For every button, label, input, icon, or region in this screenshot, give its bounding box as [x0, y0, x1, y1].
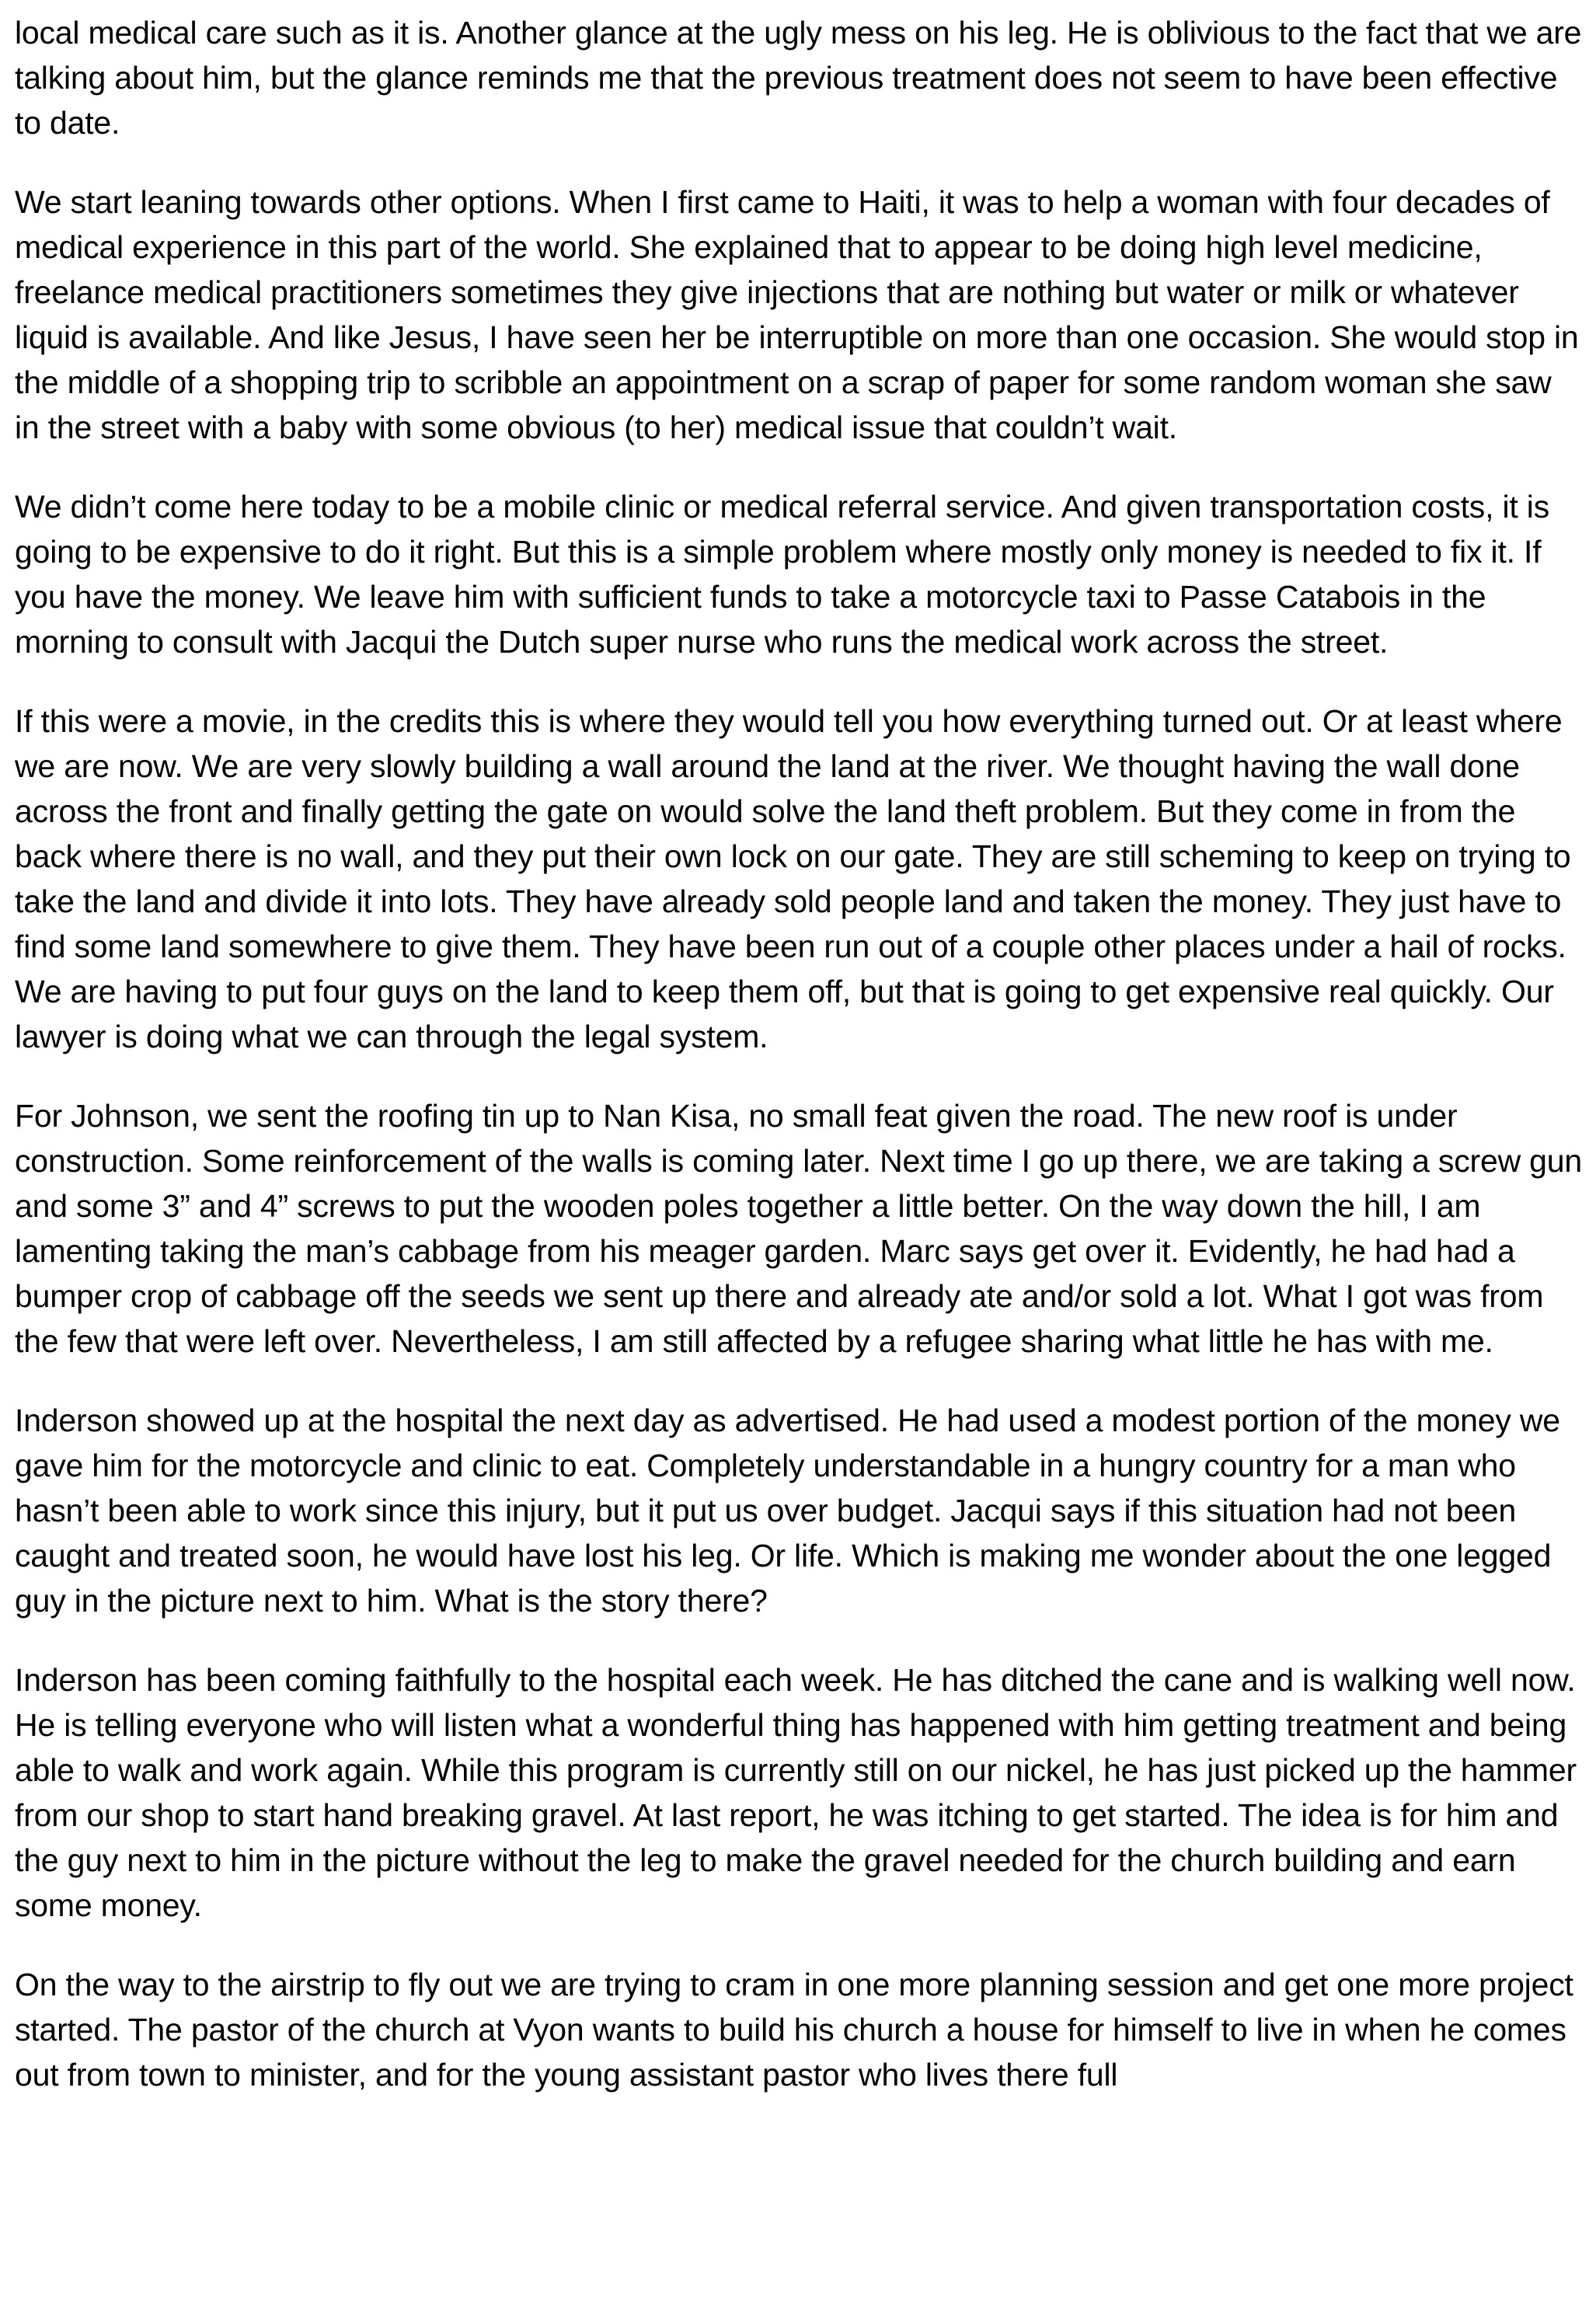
paragraph-2: We start leaning towards other options. When I first came to Haiti, it was to help a woman with four decades of medical experience in this part of the world. She explained that to appear to be doing high level medicine, freelance medical practitioners sometimes they give injections that are nothing but water or milk or whatever liquid is available. And like Jesus, I have seen her be interruptible on more than one occasion. She would stop in the middle of a shopping trip to scribble an appointment on a scrap of paper for some random woman she saw in the street with a baby with some obvious (to her) medical issue that couldn’t wait.: [15, 184, 1579, 445]
paragraph-4: If this were a movie, in the credits this is where they would tell you how everything turned out. Or at least where we are now. We are very slowly building a wall around the land at the river. We thought having the wall done across the front and finally getting the gate on would solve the land theft problem. But they come in from the back where there is no wall, and they put their own lock on our gate. They are still scheming to keep on trying to take the land and divide it into lots. They have already sold people land and taken the money. They just have to find some land somewhere to give them. They have been run out of a couple other places under a hail of rocks. We are having to put four guys on the land to keep them off, but that is going to get expensive real quickly. Our lawyer is doing what we can through the legal system.: [15, 703, 1571, 1054]
paragraph-5: For Johnson, we sent the roofing tin up to Nan Kisa, no small feat given the road. The new roof is under construction. Some reinforcement of the walls is coming later. Next time I go up there, we are taking a screw gun and some 3” and 4” screws to put the wooden poles together a little better. On the way down the hill, I am lamenting taking the man’s cabbage from his meager garden. Marc says get over it. Evidently, he had had a bumper crop of cabbage off the seeds we sent up there and already ate and/or sold a lot. What I got was from the few that were left over. Nevertheless, I am still affected by a refugee sharing what little he has with me.: [15, 1098, 1582, 1359]
paragraph-1: local medical care such as it is. Another glance at the ugly mess on his leg. He is oblivious to the fact that we are talking about him, but the glance reminds me that the previous treatment does not seem to have been effective to date.: [15, 15, 1582, 141]
paragraph-7: Inderson has been coming faithfully to the hospital each week. He has ditched the cane and is walking well now. He is telling everyone who will listen what a wonderful thing has happened with him getting treatment and being able to walk and work again. While this program is currently still on our nickel, he has just picked up the hammer from our shop to start hand breaking gravel. At last report, he was itching to get started. The idea is for him and the guy next to him in the picture without the leg to make the gravel needed for the church building and earn some money.: [15, 1662, 1577, 1923]
paragraph-6: Inderson showed up at the hospital the next day as advertised. He had used a modest portion of the money we gave him for the motorcycle and clinic to eat. Completely understandable in a hungry country for a man who hasn’t been able to work since this injury, but it put us over budget. Jacqui says if this situation had not been caught and treated soon, he would have lost his leg. Or life. Which is making me wonder about the one legged guy in the picture next to him. What is the story there?: [15, 1403, 1560, 1619]
paragraph-3: We didn’t come here today to be a mobile clinic or medical referral service. And given transportation costs, it is going to be expensive to do it right. But this is a simple problem where mostly only money is needed to fix it. If you have the money. We leave him with sufficient funds to take a motorcycle taxi to Passe Catabois in the morning to consult with Jacqui the Dutch super nurse who runs the medical work across the street.: [15, 489, 1549, 660]
paragraph-8: On the way to the airstrip to fly out we are trying to cram in one more planning session and get one more project started. The pastor of the church at Vyon wants to build his church a house for himself to live in when he comes out from town to minister, and for the young assistant pastor who lives there full: [15, 1967, 1573, 2093]
